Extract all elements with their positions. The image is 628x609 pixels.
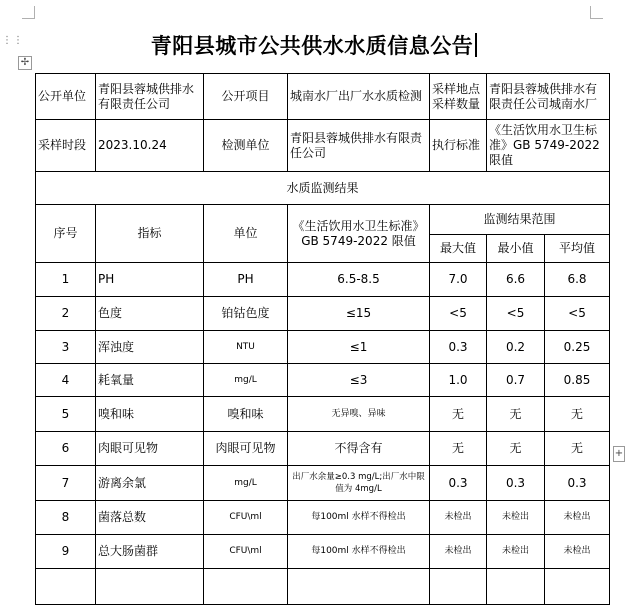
- table-add-column-icon[interactable]: +: [613, 446, 625, 462]
- row-max: 0.3: [430, 331, 487, 364]
- row-unit: mg/L: [204, 466, 288, 501]
- row-avg: 无: [545, 432, 610, 466]
- empty-cell[interactable]: [430, 569, 487, 605]
- text-cursor: [475, 33, 477, 57]
- row-avg: 0.85: [545, 364, 610, 397]
- row-unit: CFU\ml: [204, 535, 288, 569]
- empty-cell[interactable]: [487, 569, 545, 605]
- results-section-title: 水质监测结果: [36, 172, 610, 205]
- public-item-value: 城南水厂出厂水水质检测: [288, 74, 430, 120]
- row-avg: <5: [545, 297, 610, 331]
- row-indicator: 游离余氯: [96, 466, 204, 501]
- row-index: 7: [36, 466, 96, 501]
- sampling-time-label: 采样时段: [36, 120, 96, 172]
- row-unit: NTU: [204, 331, 288, 364]
- page-corner-mark-right: [590, 6, 603, 19]
- row-max: 0.3: [430, 466, 487, 501]
- document-title[interactable]: [0, 30, 628, 60]
- row-limit: 无异嗅、异味: [288, 397, 430, 432]
- table-row: [36, 501, 610, 535]
- row-indicator: 总大肠菌群: [96, 535, 204, 569]
- row-limit: ≤3: [288, 364, 430, 397]
- empty-cell[interactable]: [204, 569, 288, 605]
- row-min: 0.7: [487, 364, 545, 397]
- header-row-1: [36, 205, 610, 235]
- row-limit: 不得含有: [288, 432, 430, 466]
- table-row: [36, 432, 610, 466]
- row-index: 1: [36, 263, 96, 297]
- empty-table-row: [36, 569, 610, 605]
- row-limit: ≤15: [288, 297, 430, 331]
- row-limit: 6.5-8.5: [288, 263, 430, 297]
- row-max: 无: [430, 432, 487, 466]
- header-range: 监测结果范围: [430, 205, 610, 235]
- public-item-label: 公开项目: [204, 74, 288, 120]
- row-max: 未检出: [430, 535, 487, 569]
- row-index: 2: [36, 297, 96, 331]
- row-max: 7.0: [430, 263, 487, 297]
- table-row: [36, 397, 610, 432]
- sampling-time-value: 2023.10.24: [96, 120, 204, 172]
- row-limit: ≤1: [288, 331, 430, 364]
- public-unit-label: 公开单位: [36, 74, 96, 120]
- row-avg: 6.8: [545, 263, 610, 297]
- standard-value: 《生活饮用水卫生标准》GB 5749-2022 限值: [487, 120, 610, 172]
- results-section-row: [36, 172, 610, 205]
- header-min: 最小值: [487, 235, 545, 263]
- empty-cell[interactable]: [545, 569, 610, 605]
- table-row: [36, 535, 610, 569]
- test-unit-label: 检测单位: [204, 120, 288, 172]
- header-index: 序号: [36, 205, 96, 263]
- row-index: 6: [36, 432, 96, 466]
- empty-cell[interactable]: [288, 569, 430, 605]
- row-min: 无: [487, 397, 545, 432]
- row-avg: 未检出: [545, 501, 610, 535]
- row-indicator: 肉眼可见物: [96, 432, 204, 466]
- row-avg: 0.3: [545, 466, 610, 501]
- header-avg: 平均值: [545, 235, 610, 263]
- row-limit: 出厂水余量≥0.3 mg/L;出厂水中限值为 4mg/L: [288, 466, 430, 501]
- row-index: 4: [36, 364, 96, 397]
- row-min: 6.6: [487, 263, 545, 297]
- test-unit-value: 青阳县蓉城供排水有限责任公司: [288, 120, 430, 172]
- row-limit: 每100ml 水样不得检出: [288, 501, 430, 535]
- table-row: [36, 331, 610, 364]
- table-row: [36, 263, 610, 297]
- table-move-handle-icon[interactable]: ✢: [18, 56, 32, 70]
- row-index: 5: [36, 397, 96, 432]
- empty-cell[interactable]: [96, 569, 204, 605]
- row-max: <5: [430, 297, 487, 331]
- row-indicator: 菌落总数: [96, 501, 204, 535]
- header-limit: 《生活饮用水卫生标准》GB 5749-2022 限值: [288, 205, 430, 263]
- drag-dots-icon[interactable]: ⋮⋮: [2, 35, 24, 46]
- row-indicator: PH: [96, 263, 204, 297]
- title-text: 青阳县城市公共供水水质信息公告: [150, 34, 474, 58]
- row-min: 0.2: [487, 331, 545, 364]
- row-limit: 每100ml 水样不得检出: [288, 535, 430, 569]
- row-unit: 嗅和味: [204, 397, 288, 432]
- header-max: 最大值: [430, 235, 487, 263]
- header-unit: 单位: [204, 205, 288, 263]
- row-indicator: 嗅和味: [96, 397, 204, 432]
- row-index: 3: [36, 331, 96, 364]
- row-index: 9: [36, 535, 96, 569]
- row-avg: 0.25: [545, 331, 610, 364]
- table-row: [36, 364, 610, 397]
- standard-label: 执行标准: [430, 120, 487, 172]
- info-row-1: [36, 74, 610, 120]
- row-unit: 铂钴色度: [204, 297, 288, 331]
- row-indicator: 耗氧量: [96, 364, 204, 397]
- row-min: 未检出: [487, 535, 545, 569]
- table-row: [36, 466, 610, 501]
- row-indicator: 浑浊度: [96, 331, 204, 364]
- header-indicator: 指标: [96, 205, 204, 263]
- row-index: 8: [36, 501, 96, 535]
- row-indicator: 色度: [96, 297, 204, 331]
- page-corner-mark-left: [22, 6, 35, 19]
- table-row: [36, 297, 610, 331]
- row-max: 无: [430, 397, 487, 432]
- sampling-site-value: 青阳县蓉城供排水有限责任公司城南水厂: [487, 74, 610, 120]
- row-min: <5: [487, 297, 545, 331]
- empty-cell[interactable]: [36, 569, 96, 605]
- row-max: 1.0: [430, 364, 487, 397]
- public-unit-value: 青阳县蓉城供排水有限责任公司: [96, 74, 204, 120]
- row-min: 未检出: [487, 501, 545, 535]
- row-avg: 未检出: [545, 535, 610, 569]
- row-unit: 肉眼可见物: [204, 432, 288, 466]
- row-min: 无: [487, 432, 545, 466]
- info-row-2: [36, 120, 610, 172]
- row-unit: mg/L: [204, 364, 288, 397]
- row-unit: CFU\ml: [204, 501, 288, 535]
- row-avg: 无: [545, 397, 610, 432]
- sampling-site-label: 采样地点采样数量: [430, 74, 487, 120]
- water-quality-table: [35, 73, 610, 605]
- row-unit: PH: [204, 263, 288, 297]
- row-min: 0.3: [487, 466, 545, 501]
- row-max: 未检出: [430, 501, 487, 535]
